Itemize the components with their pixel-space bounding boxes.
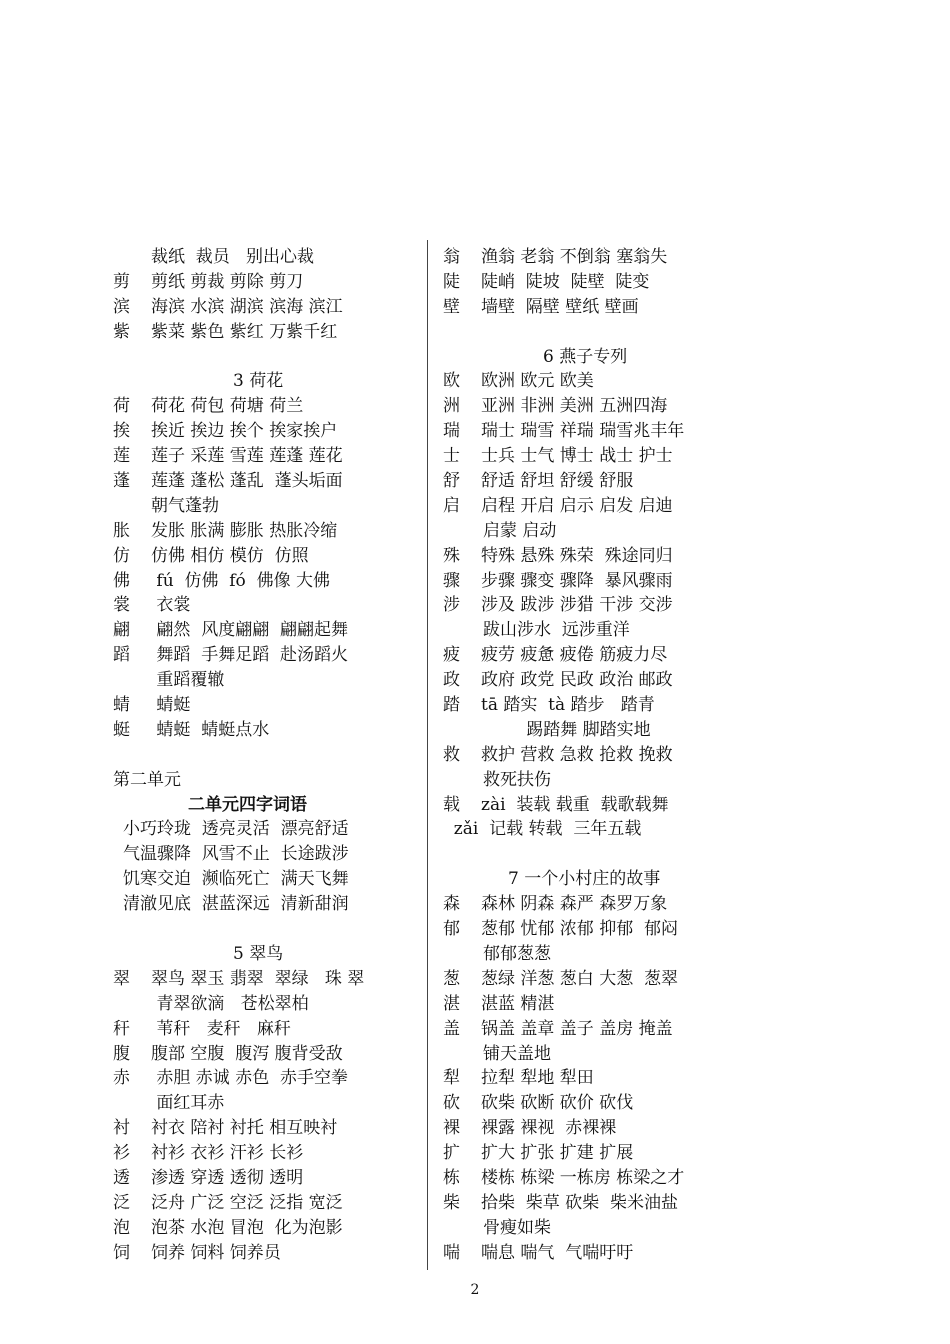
entry-line bbox=[443, 992, 743, 1017]
entry-line bbox=[113, 569, 413, 594]
entry-line bbox=[443, 569, 743, 594]
entry-line bbox=[443, 419, 743, 444]
right-column bbox=[443, 245, 743, 1266]
head-char: 喘 bbox=[443, 1242, 460, 1263]
head-char: 莲 bbox=[113, 446, 130, 467]
entry-line bbox=[113, 618, 413, 643]
entry-line bbox=[113, 1042, 413, 1067]
head-char: 砍 bbox=[443, 1093, 460, 1114]
entry-words: 葱郁 忧郁 浓郁 抑郁 郁闷 bbox=[481, 919, 679, 940]
entry-words: 森林 阴森 森严 森罗万象 bbox=[481, 894, 668, 915]
head-char: 陡 bbox=[443, 271, 460, 292]
entry-words: 荷花 荷包 荷塘 荷兰 bbox=[151, 396, 304, 417]
spacer bbox=[443, 320, 743, 345]
entry-words: 楼栋 栋梁 一栋房 栋梁之才 bbox=[481, 1167, 685, 1188]
head-char: 疲 bbox=[443, 645, 460, 666]
entry-line bbox=[113, 718, 413, 743]
head-char: 腹 bbox=[113, 1043, 130, 1064]
head-char: 骤 bbox=[443, 570, 460, 591]
entry-line bbox=[443, 967, 743, 992]
head-char: 栋 bbox=[443, 1167, 460, 1188]
entry-words: 裸露 裸视 赤裸裸 bbox=[481, 1118, 617, 1139]
entry-line bbox=[443, 1091, 743, 1116]
head-char: 佛 bbox=[113, 570, 130, 591]
head-char: 涉 bbox=[443, 595, 460, 616]
head-char: 蓬 bbox=[113, 471, 130, 492]
entry-line bbox=[443, 593, 743, 618]
entry-line bbox=[443, 1191, 743, 1216]
entry-line bbox=[443, 743, 743, 768]
head-char: 挨 bbox=[113, 421, 130, 442]
spacer bbox=[113, 345, 413, 370]
entry-words: 特殊 悬殊 殊荣 殊途同归 bbox=[481, 545, 673, 566]
entry-words: 步骤 骤变 骤降 暴风骤雨 bbox=[481, 570, 673, 591]
entry-words: 政府 政党 民政 政治 邮政 bbox=[481, 670, 673, 691]
column-divider bbox=[427, 240, 428, 1270]
entry-line bbox=[113, 967, 413, 992]
head-char: 紫 bbox=[113, 321, 130, 342]
entry-line: zǎi 记载 转载 三年五载 bbox=[443, 819, 642, 840]
entry-line bbox=[113, 270, 413, 295]
entry-line bbox=[113, 1017, 413, 1042]
entry-words: 亚洲 非洲 美洲 五洲四海 bbox=[481, 396, 668, 417]
entry-words: 海滨 水滨 湖滨 滨海 滨江 bbox=[151, 296, 343, 317]
entry-words: 蜻蜓 bbox=[151, 695, 191, 716]
entry-line bbox=[443, 245, 743, 270]
head-char: 衬 bbox=[113, 1118, 130, 1139]
entry-line: 裁纸 裁员 别出心裁 bbox=[151, 247, 315, 267]
entry-line bbox=[113, 1241, 413, 1266]
lesson-title: 7 一个小村庄的故事 bbox=[508, 869, 661, 890]
entry-line bbox=[443, 494, 743, 519]
head-char: 瑞 bbox=[443, 421, 460, 442]
entry-line: 郁郁葱葱 bbox=[483, 943, 551, 964]
entry-line bbox=[443, 668, 743, 693]
entry-line bbox=[443, 270, 743, 295]
head-char: 翩 bbox=[113, 620, 130, 641]
entry-words: 泛舟 广泛 空泛 泛指 宽泛 bbox=[151, 1192, 343, 1213]
entry-line bbox=[443, 1141, 743, 1166]
entry-line bbox=[443, 544, 743, 569]
head-char: 滨 bbox=[113, 296, 130, 317]
head-char: 蹈 bbox=[113, 645, 130, 666]
entry-words: 蜻蜓 蜻蜓点水 bbox=[151, 719, 270, 740]
entry-words: 翩然 风度翩翩 翩翩起舞 bbox=[151, 620, 349, 641]
lesson-title: 5 翠鸟 bbox=[233, 943, 284, 964]
entry-words: 疲劳 疲惫 疲倦 筋疲力尽 bbox=[481, 645, 668, 666]
entry-words: 舞蹈 手舞足蹈 赴汤蹈火 bbox=[151, 645, 349, 666]
head-char: 蜻 bbox=[113, 695, 130, 716]
head-char: 翁 bbox=[443, 247, 460, 267]
entry-line bbox=[113, 519, 413, 544]
head-char: 载 bbox=[443, 794, 460, 815]
entry-line bbox=[113, 643, 413, 668]
idiom-line: 清澈见底 湛蓝深远 清新甜润 bbox=[123, 894, 349, 915]
head-char: 荷 bbox=[113, 396, 130, 417]
entry-line bbox=[443, 892, 743, 917]
entry-words: 救护 营救 急救 抢救 挽救 bbox=[481, 744, 673, 765]
entry-words: 翠鸟 翠玉 翡翠 翠绿 珠 翠 bbox=[151, 968, 365, 989]
idiom-line: 饥寒交迫 濒临死亡 满天飞舞 bbox=[123, 869, 349, 890]
entry-line bbox=[443, 917, 743, 942]
entry-line: 朝气蓬勃 bbox=[151, 495, 219, 516]
entry-words: 葱绿 洋葱 葱白 大葱 葱翠 bbox=[481, 968, 679, 989]
entry-words: 湛蓝 精湛 bbox=[481, 993, 555, 1014]
entry-line bbox=[113, 320, 413, 345]
entry-line bbox=[113, 1116, 413, 1141]
entry-words: 挨近 挨边 挨个 挨家挨户 bbox=[151, 421, 338, 442]
entry-line bbox=[443, 1166, 743, 1191]
entry-line bbox=[113, 394, 413, 419]
head-char: 透 bbox=[113, 1167, 130, 1188]
entry-line bbox=[443, 693, 743, 718]
entry-line bbox=[113, 419, 413, 444]
entry-words: 莲子 采莲 雪莲 莲蓬 莲花 bbox=[151, 446, 343, 467]
head-char: 泡 bbox=[113, 1217, 130, 1238]
idiom-line: 小巧玲珑 透亮灵活 漂亮舒适 bbox=[123, 819, 349, 840]
entry-words: 拾柴 柴草 砍柴 柴米油盐 bbox=[481, 1192, 679, 1213]
head-char: 柴 bbox=[443, 1192, 460, 1213]
entry-words: 陡峭 陡坡 陡壁 陡变 bbox=[481, 271, 650, 292]
entry-words: 喘息 喘气 气喘吁吁 bbox=[481, 1242, 634, 1263]
section-subtitle: 二单元四字词语 bbox=[188, 794, 307, 815]
entry-line bbox=[443, 1017, 743, 1042]
entry-line bbox=[113, 1191, 413, 1216]
head-char: 衫 bbox=[113, 1143, 130, 1164]
entry-words: 渗透 穿透 透彻 透明 bbox=[151, 1167, 304, 1188]
entry-words: 墙壁 隔壁 壁纸 壁画 bbox=[481, 296, 639, 317]
entry-words: 砍柴 砍断 砍价 砍伐 bbox=[481, 1093, 634, 1114]
head-char: 壁 bbox=[443, 296, 460, 317]
head-char: 踏 bbox=[443, 695, 460, 716]
head-char: 赤 bbox=[113, 1068, 130, 1089]
head-char: 洲 bbox=[443, 396, 460, 417]
entry-line bbox=[113, 693, 413, 718]
page-number: 2 bbox=[470, 1282, 480, 1298]
entry-line bbox=[113, 1166, 413, 1191]
entry-line bbox=[113, 1066, 413, 1091]
entry-words: 涉及 跋涉 涉猎 干涉 交涉 bbox=[481, 595, 673, 616]
entry-words: 莲蓬 蓬松 蓬乱 蓬头垢面 bbox=[151, 471, 343, 492]
entry-line bbox=[443, 444, 743, 469]
entry-words: 锅盖 盖章 盖子 盖房 掩盖 bbox=[481, 1018, 673, 1039]
head-char: 仿 bbox=[113, 545, 130, 566]
entry-line bbox=[443, 1116, 743, 1141]
entry-line: 面红耳赤 bbox=[151, 1093, 225, 1114]
entry-words: 泡茶 水泡 冒泡 化为泡影 bbox=[151, 1217, 343, 1238]
entry-words: 腹部 空腹 腹泻 腹背受敌 bbox=[151, 1043, 343, 1064]
entry-words: 紫菜 紫色 紫红 万紫千红 bbox=[151, 321, 338, 342]
entry-words: 衬衫 衣衫 汗衫 长衫 bbox=[151, 1143, 304, 1164]
head-char: 殊 bbox=[443, 545, 460, 566]
spacer bbox=[113, 743, 413, 768]
head-char: 欧 bbox=[443, 371, 460, 392]
entry-line bbox=[443, 295, 743, 320]
entry-line bbox=[113, 444, 413, 469]
head-char: 舒 bbox=[443, 471, 460, 492]
entry-line bbox=[113, 1216, 413, 1241]
entry-line: 重蹈覆辙 bbox=[151, 670, 225, 691]
entry-line: 启蒙 启动 bbox=[483, 520, 557, 541]
entry-words: 饲养 饲料 饲养员 bbox=[151, 1242, 281, 1263]
entry-words: 瑞士 瑞雪 祥瑞 瑞雪兆丰年 bbox=[481, 421, 685, 442]
entry-line bbox=[443, 793, 743, 818]
lesson-title: 3 荷花 bbox=[233, 371, 284, 392]
head-char: 剪 bbox=[113, 271, 130, 292]
entry-line: 骨瘦如柴 bbox=[483, 1217, 551, 1238]
head-char: 盖 bbox=[443, 1018, 460, 1039]
entry-words: zài 装载 载重 载歌载舞 bbox=[481, 794, 669, 815]
entry-line bbox=[443, 643, 743, 668]
entry-line bbox=[113, 295, 413, 320]
entry-line bbox=[443, 394, 743, 419]
head-char: 蜓 bbox=[113, 719, 130, 740]
head-char: 森 bbox=[443, 894, 460, 915]
entry-words: 衣裳 bbox=[151, 595, 191, 616]
entry-words: 发胀 胀满 膨胀 热胀冷缩 bbox=[151, 520, 338, 541]
entry-line: 铺天盖地 bbox=[483, 1043, 551, 1064]
entry-words: 士兵 士气 博士 战士 护士 bbox=[481, 446, 673, 467]
left-column bbox=[113, 245, 413, 1266]
head-char: 翠 bbox=[113, 968, 130, 989]
entry-line bbox=[443, 1241, 743, 1266]
head-char: 救 bbox=[443, 744, 460, 765]
entry-words: 启程 开启 启示 启发 启迪 bbox=[481, 495, 673, 516]
entry-words: 拉犁 犁地 犁田 bbox=[481, 1068, 594, 1089]
head-char: 秆 bbox=[113, 1018, 130, 1039]
entry-words: 舒适 舒坦 舒缓 舒服 bbox=[481, 471, 634, 492]
entry-line bbox=[113, 593, 413, 618]
entry-words: 苇秆 麦秆 麻秆 bbox=[151, 1018, 291, 1039]
entry-line bbox=[113, 1141, 413, 1166]
entry-line: 救死扶伤 bbox=[483, 769, 551, 790]
head-char: 胀 bbox=[113, 520, 130, 541]
entry-line bbox=[443, 1066, 743, 1091]
unit-title: 第二单元 bbox=[113, 769, 181, 790]
entry-line bbox=[113, 544, 413, 569]
head-char: 扩 bbox=[443, 1143, 460, 1164]
head-char: 泛 bbox=[113, 1192, 130, 1213]
entry-line: 跋山涉水 远涉重洋 bbox=[483, 620, 630, 641]
head-char: 湛 bbox=[443, 993, 460, 1014]
entry-words: 衬衣 陪衬 衬托 相互映衬 bbox=[151, 1118, 338, 1139]
head-char: 士 bbox=[443, 446, 460, 467]
entry-words: 剪纸 剪裁 剪除 剪刀 bbox=[151, 271, 304, 292]
entry-line bbox=[113, 469, 413, 494]
idiom-line: 气温骤降 风雪不止 长途跋涉 bbox=[123, 844, 349, 865]
spacer bbox=[113, 917, 413, 942]
head-char: 郁 bbox=[443, 919, 460, 940]
spacer bbox=[443, 842, 743, 867]
entry-words: 仿佛 相仿 模仿 仿照 bbox=[151, 545, 309, 566]
entry-line: 青翠欲滴 苍松翠柏 bbox=[151, 993, 309, 1014]
entry-line: 踢踏舞 脚踏实地 bbox=[483, 719, 651, 740]
head-char: 裳 bbox=[113, 595, 130, 616]
head-char: 启 bbox=[443, 495, 460, 516]
head-char: 裸 bbox=[443, 1118, 460, 1139]
entry-words: tā 踏实 tà 踏步 踏青 bbox=[481, 695, 655, 716]
entry-line bbox=[443, 469, 743, 494]
entry-line bbox=[443, 369, 743, 394]
entry-words: 扩大 扩张 扩建 扩展 bbox=[481, 1143, 634, 1164]
head-char: 犁 bbox=[443, 1068, 460, 1089]
entry-words: 欧洲 欧元 欧美 bbox=[481, 371, 594, 392]
head-char: 饲 bbox=[113, 1242, 130, 1263]
head-char: 葱 bbox=[443, 968, 460, 989]
entry-words: fú 仿佛 fó 佛像 大佛 bbox=[151, 570, 330, 591]
lesson-title: 6 燕子专列 bbox=[543, 346, 628, 367]
entry-words: 赤胆 赤诚 赤色 赤手空拳 bbox=[151, 1068, 349, 1089]
head-char: 政 bbox=[443, 670, 460, 691]
entry-words: 渔翁 老翁 不倒翁 塞翁失 bbox=[481, 247, 668, 267]
